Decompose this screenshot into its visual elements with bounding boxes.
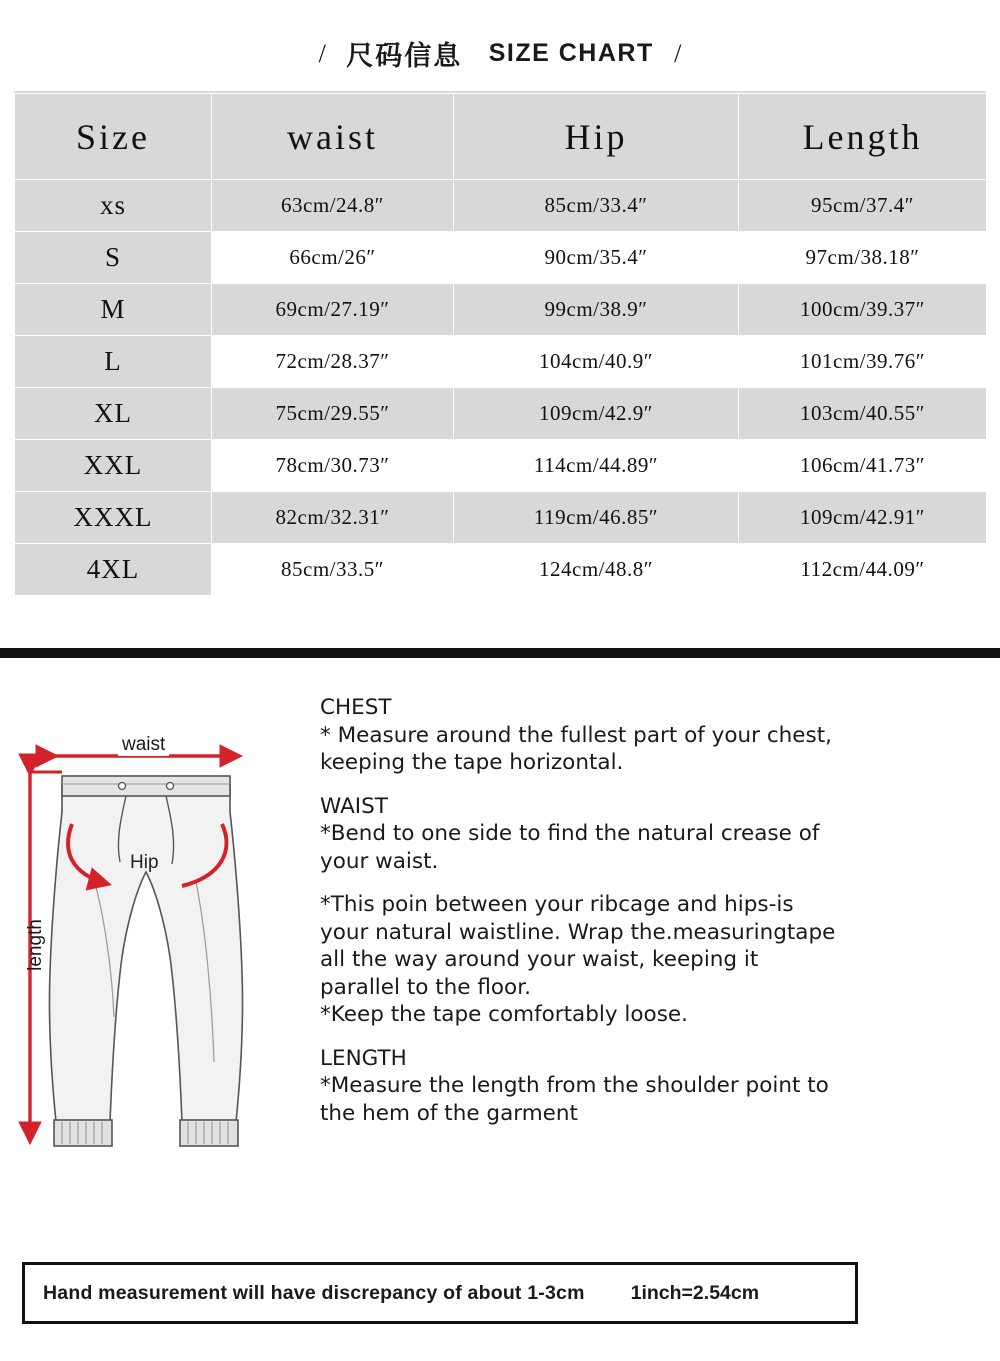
cell-hip: 85cm/33.4″	[454, 180, 739, 232]
cell-waist: 78cm/30.73″	[212, 440, 454, 492]
instruction-chest-line-1: * Measure around the fullest part of your chest,	[320, 722, 832, 748]
cell-length: 106cm/41.73″	[739, 440, 987, 492]
cell-length: 112cm/44.09″	[739, 544, 987, 596]
instruction-waist-line-2: your waist.	[320, 848, 439, 874]
diagram-label-length: length	[25, 919, 46, 971]
table-row	[15, 180, 987, 232]
cell-length: 103cm/40.55″	[739, 388, 987, 440]
instruction-waist-line-1: *Bend to one side to find the natural crease of	[320, 821, 820, 847]
cell-waist: 69cm/27.19″	[212, 284, 454, 336]
instruction-length	[320, 1045, 990, 1128]
column-header-size: Size	[15, 94, 212, 180]
cell-size: 4XL	[15, 544, 212, 596]
cell-length: 109cm/42.91″	[739, 492, 987, 544]
instruction-chest	[320, 694, 990, 777]
column-header-waist: waist	[212, 94, 454, 180]
cell-size: xs	[15, 180, 212, 232]
section-divider	[0, 648, 1000, 658]
title-slash-left: /	[318, 38, 326, 68]
cell-hip: 114cm/44.89″	[454, 440, 739, 492]
instruction-length-line-1: *Measure the length from the shoulder point to	[320, 1073, 829, 1099]
cell-hip: 104cm/40.9″	[454, 336, 739, 388]
table-row	[15, 544, 987, 596]
cell-waist: 85cm/33.5″	[212, 544, 454, 596]
measurement-instructions	[300, 672, 1000, 1232]
column-header-hip: Hip	[454, 94, 739, 180]
instruction-chest-line-2: keeping the tape horizontal.	[320, 750, 624, 776]
cell-waist: 72cm/28.37″	[212, 336, 454, 388]
table-row	[15, 336, 987, 388]
instruction-waistline-line-1: *This poin between your ribcage and hips-is	[320, 892, 794, 918]
table-row	[15, 284, 987, 336]
table-row	[15, 232, 987, 284]
cell-waist: 82cm/32.31″	[212, 492, 454, 544]
instruction-waistline-line-3: all the way around your waist, keeping it	[320, 947, 759, 973]
cell-length: 101cm/39.76″	[739, 336, 987, 388]
cell-size: S	[15, 232, 212, 284]
cell-hip: 109cm/42.9″	[454, 388, 739, 440]
diagram-label-waist: waist	[118, 734, 169, 756]
instruction-length-line-2: the hem of the garment	[320, 1100, 578, 1126]
table-row	[15, 492, 987, 544]
title-chinese: 尺码信息	[346, 41, 463, 72]
cell-hip: 119cm/46.85″	[454, 492, 739, 544]
cell-size: XXXL	[15, 492, 212, 544]
cell-length: 97cm/38.18″	[739, 232, 987, 284]
footer-note	[22, 1262, 858, 1324]
cell-hip: 90cm/35.4″	[454, 232, 739, 284]
instruction-waist	[320, 793, 990, 876]
cell-length: 100cm/39.37″	[739, 284, 987, 336]
cell-size: M	[15, 284, 212, 336]
page-title	[0, 0, 1000, 91]
pants-measurement-diagram	[0, 672, 300, 1232]
instruction-waist-title: WAIST	[320, 793, 388, 819]
cell-length: 95cm/37.4″	[739, 180, 987, 232]
cell-size: L	[15, 336, 212, 388]
column-header-length: Length	[739, 94, 987, 180]
title-english: SIZE CHART	[488, 39, 654, 67]
table-header-row	[15, 94, 987, 180]
cell-hip: 99cm/38.9″	[454, 284, 739, 336]
size-chart-table	[14, 93, 987, 596]
footer-discrepancy-text: Hand measurement will have discrepancy of about 1-3cm	[43, 1281, 585, 1304]
table-row	[15, 440, 987, 492]
table-row	[15, 388, 987, 440]
instruction-waistline-detail	[320, 891, 990, 1029]
instruction-waistline-line-2: your natural waistline. Wrap the.measuringtape	[320, 919, 836, 945]
cell-size: XXL	[15, 440, 212, 492]
cell-waist: 75cm/29.55″	[212, 388, 454, 440]
cell-waist: 66cm/26″	[212, 232, 454, 284]
instruction-chest-title: CHEST	[320, 695, 392, 720]
footer-conversion-text: 1inch=2.54cm	[630, 1281, 760, 1304]
instruction-waistline-line-5: *Keep the tape comfortably loose.	[320, 1002, 688, 1028]
measurement-guide-section	[0, 672, 1000, 1232]
cell-size: XL	[15, 388, 212, 440]
cell-hip: 124cm/48.8″	[454, 544, 739, 596]
diagram-label-hip: Hip	[130, 852, 159, 873]
instruction-length-title: LENGTH	[320, 1045, 407, 1071]
instruction-waistline-line-4: parallel to the floor.	[320, 974, 531, 1000]
cell-waist: 63cm/24.8″	[212, 180, 454, 232]
size-chart-container	[14, 91, 986, 596]
title-slash-right: /	[674, 38, 682, 68]
